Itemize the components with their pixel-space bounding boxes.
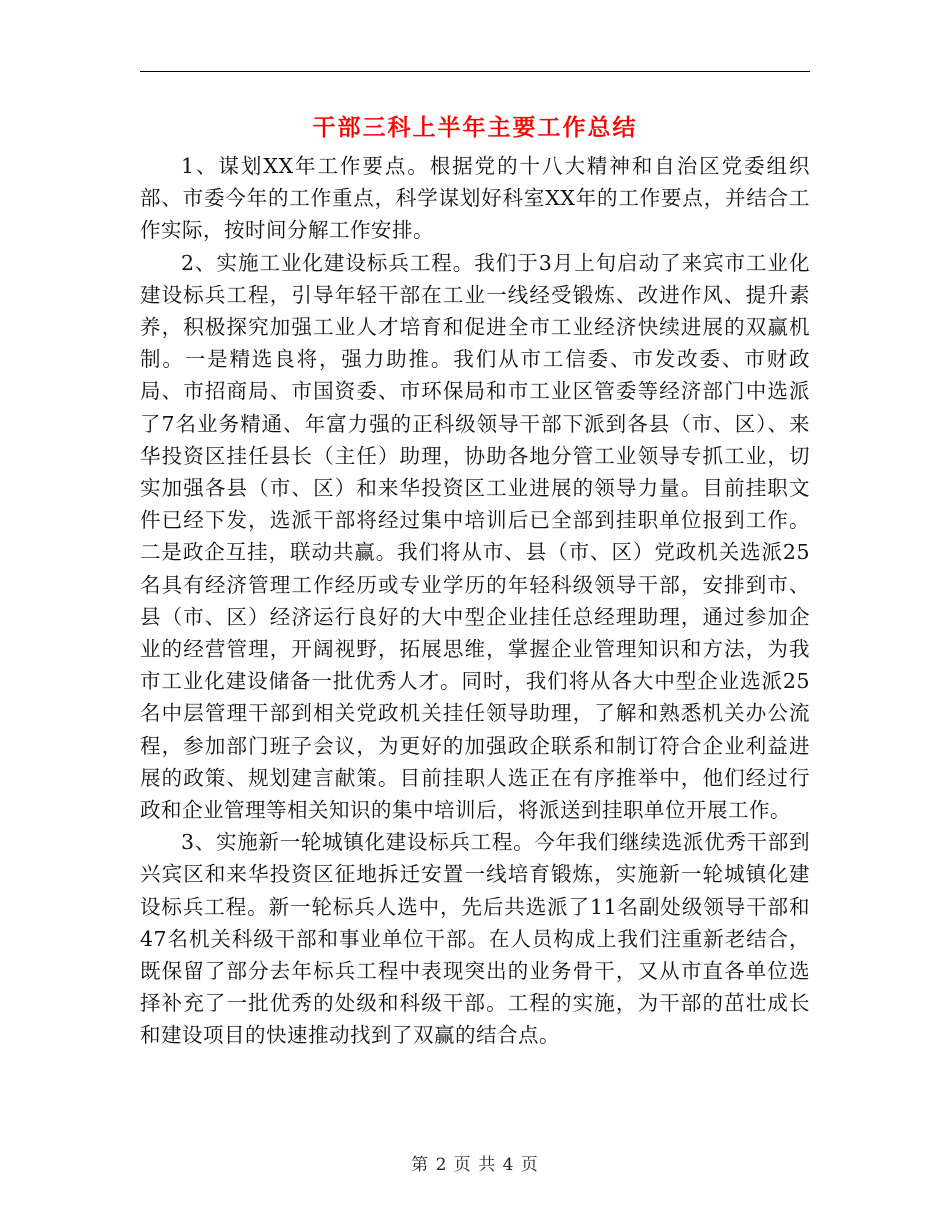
document-title: 干部三科上半年主要工作总结: [312, 114, 638, 141]
paragraph-3: 3、实施新一轮城镇化建设标兵工程。今年我们继续选派优秀干部到兴宾区和来华投资区征地拆迁安置一线培育锻炼，实施新一轮城镇化建设标兵工程。新一轮标兵人选中，先后共选派了11名副处级领导干部和47名机关科级干部和事业单位干部。在人员构成上我们注重新老结合，既保留了部分去年标兵工程中表现突出的业务骨干，又从市直各单位选择补充了一批优秀的处级和科级干部。工程的实施，为干部的茁壮成长和建设项目的快速推动找到了双赢的结合点。: [140, 830, 810, 1048]
header-rule: [140, 71, 810, 72]
paragraph-1: 1、谋划XX年工作要点。根据党的十八大精神和自治区党委组织部、市委今年的工作重点，科学谋划好科室XX年的工作要点，并结合工作实际，按时间分解工作安排。: [140, 154, 810, 243]
page-number-footer: 第 2 页 共 4 页: [411, 1155, 539, 1175]
paragraph-2: 2、实施工业化建设标兵工程。我们于3月上旬启动了来宾市工业化建设标兵工程，引导年轻干部在工业一线经受锻炼、改进作风、提升素养，积极探究加强工业人才培育和促进全市工业经济快续进展的双赢机制。一是精选良将，强力助推。我们从市工信委、市发改委、市财政局、市招商局、市国资委、市环保局和市工业区管委等经济部门中选派了7名业务精通、年富力强的正科级领导干部下派到各县（市、区）、来华投资区挂任县长（主任）助理，协助各地分管工业领导专抓工业，切实加强各县（市、区）和来华投资区工业进展的领导力量。目前挂职文件已经下发，选派干部将经过集中培训后已全部到挂职单位报到工作。二是政企互挂，联动共赢。我们将从市、县（市、区）党政机关选派25名具有经济管理工作经历或专业学历的年轻科级领导干部，安排到市、县（市、区）经济运行良好的大中型企业挂任总经理助理，通过参加企业的经营管理，开阔视野，拓展思维，掌握企业管理知识和方法，为我市工业化建设储备一批优秀人才。同时，我们将从各大中型企业选派25名中层管理干部到相关党政机关挂任领导助理，了解和熟悉机关办公流程，参加部门班子会议，为更好的加强政企联系和制订符合企业利益进展的政策、规划建言献策。目前挂职人选正在有序推举中，他们经过行政和企业管理等相关知识的集中培训后，将派送到挂职单位开展工作。: [140, 250, 810, 823]
document-body: [140, 150, 810, 1052]
